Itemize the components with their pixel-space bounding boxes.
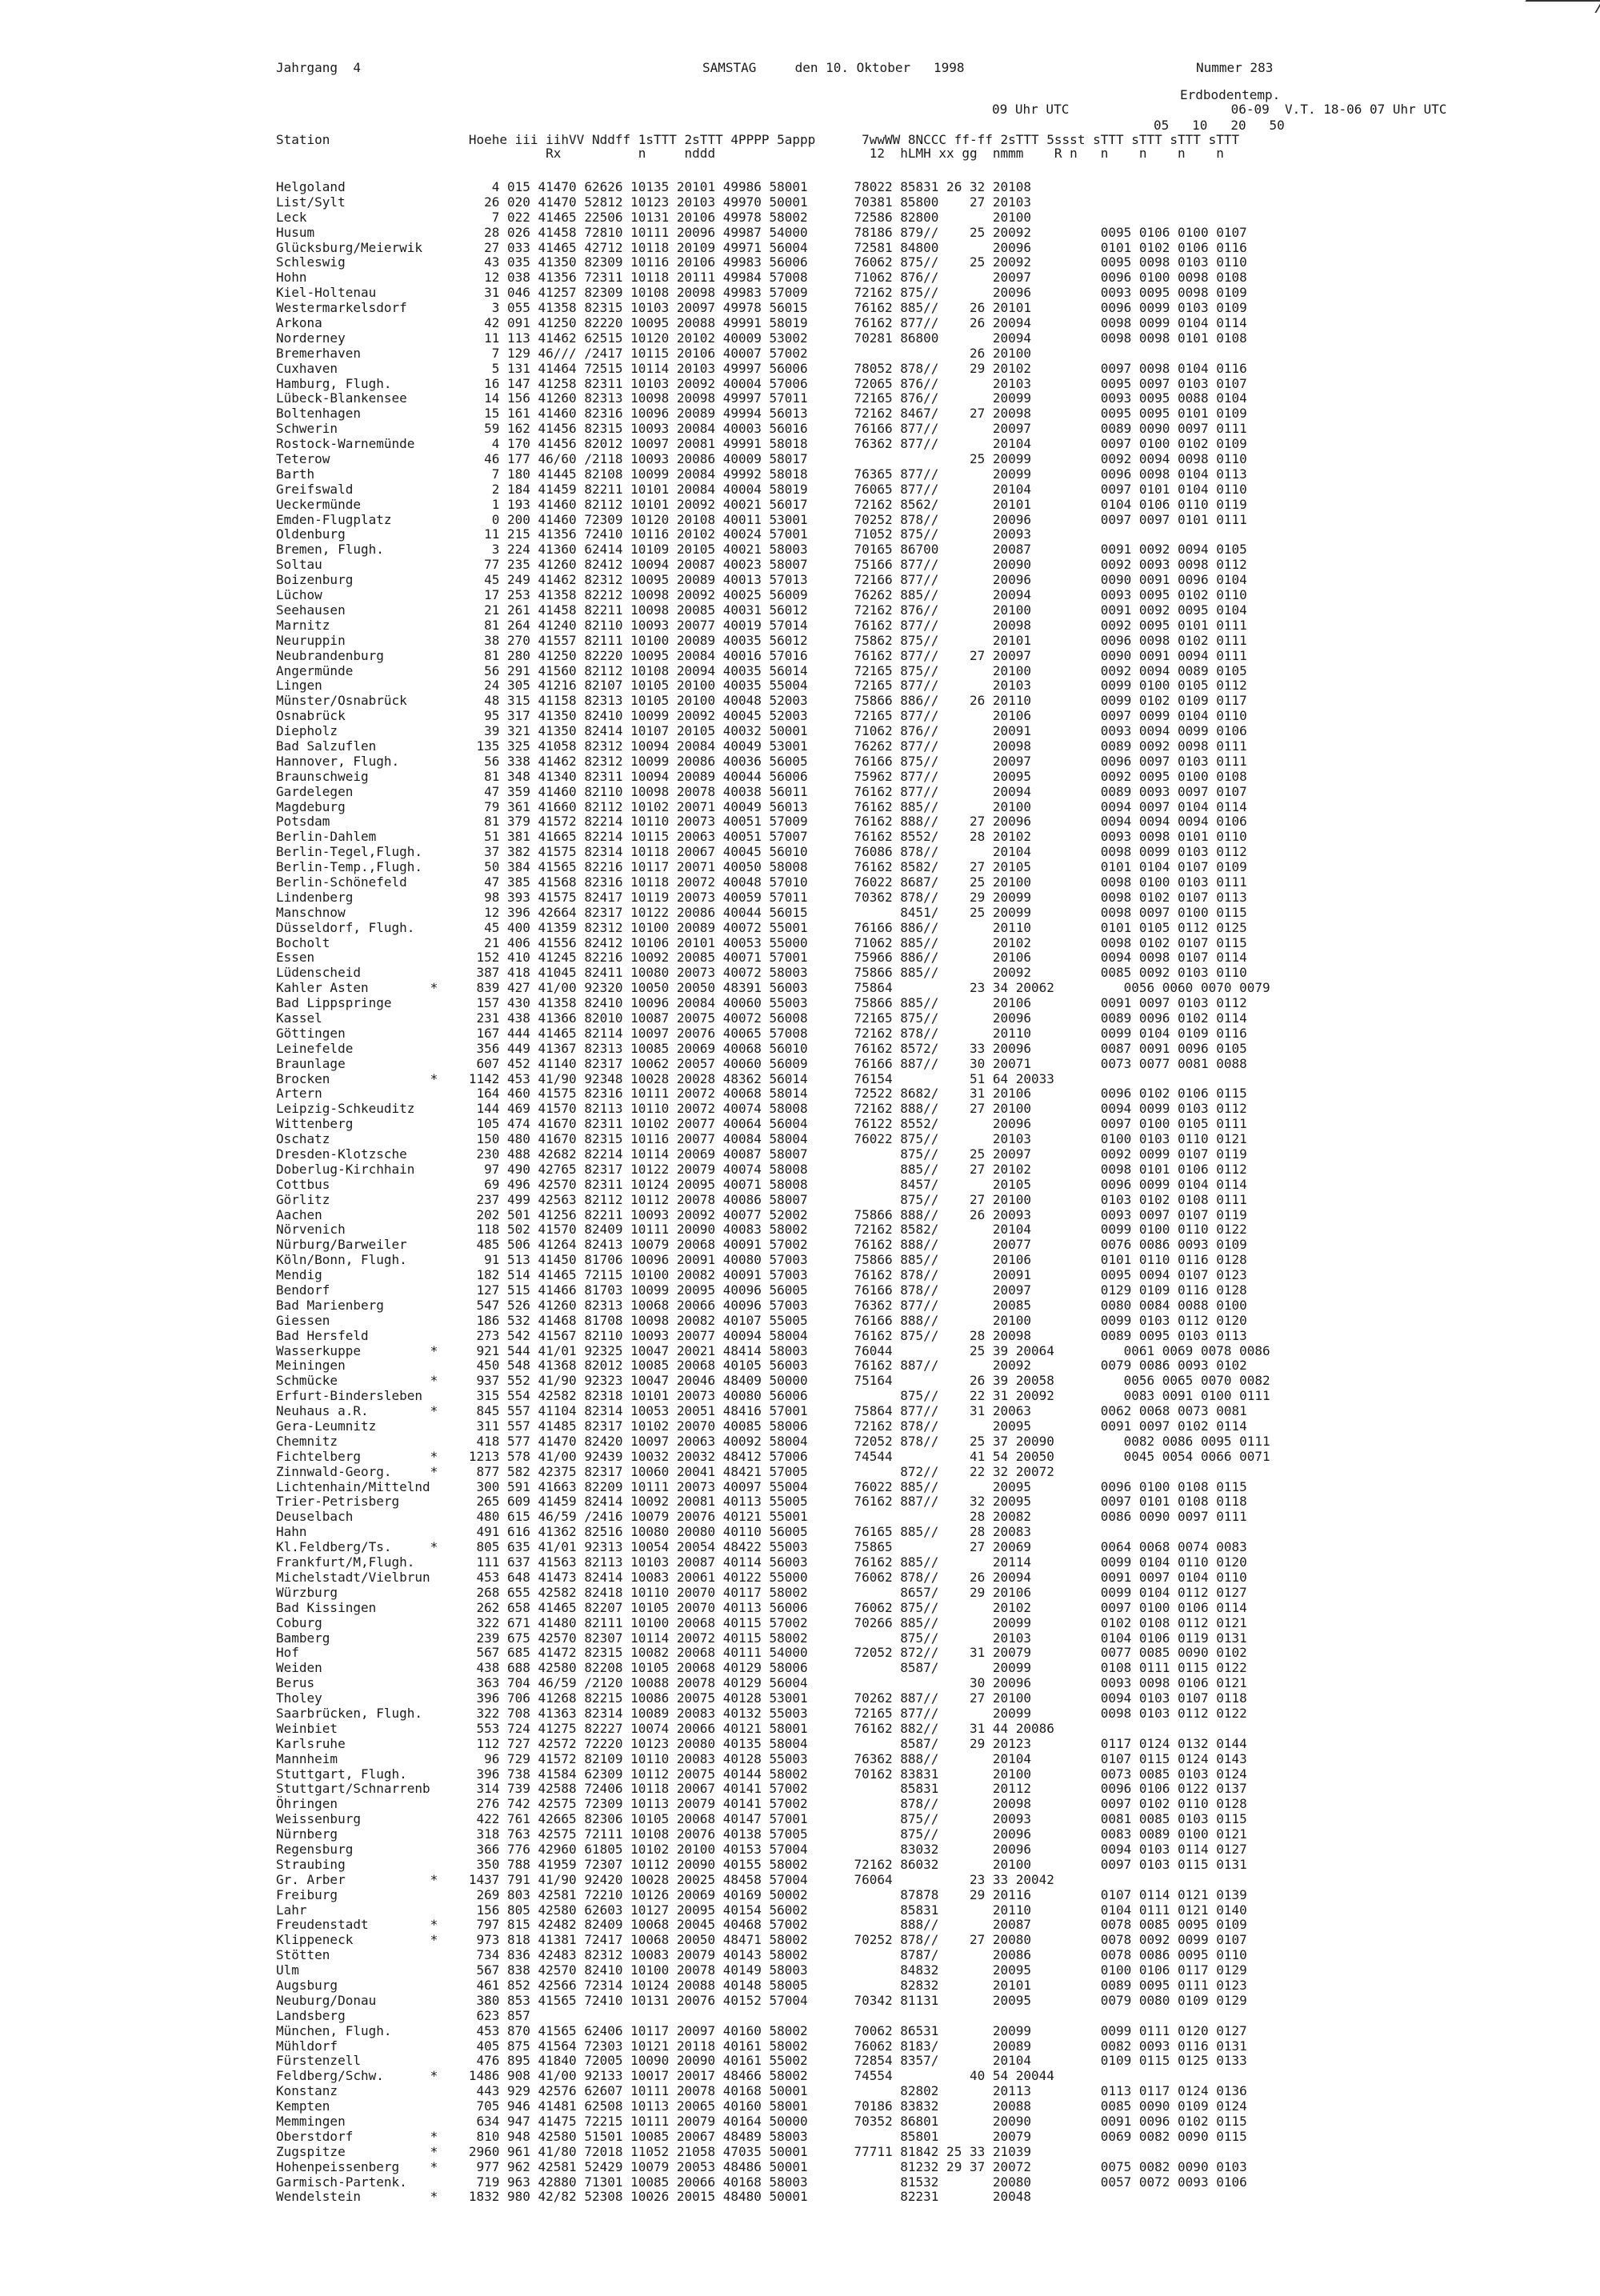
table-row: Glücksburg/Meierwik 27 033 41465 42712 10118 20109 49971 56004 72581 84800 20096 0101 0102 0106 0116 <box>276 239 1247 255</box>
soil-temp-heading: Erdbodentemp. <box>1180 87 1281 102</box>
table-row: Neuruppin 38 270 41557 82111 10100 20089 40035 56012 75862 875// 20101 0096 0098 0102 0111 <box>276 632 1247 648</box>
table-row: Lüdenscheid 387 418 41045 82411 10080 20073 40072 58003 75866 885// 20092 0085 0092 0103 0110 <box>276 965 1247 981</box>
table-row: Neuburg/Donau 380 853 41565 72410 10131 20076 40152 57004 70342 81131 20095 0079 0080 0109 0129 <box>276 1992 1247 2008</box>
table-row: Leck 7 022 41465 22506 10131 20106 49978 58002 72586 82800 20100 <box>276 209 1032 225</box>
table-row: Kl.Feldberg/Ts. * 805 635 41/01 92313 10054 20054 48422 55003 75865 27 20069 0064 0068 0074 0083 <box>276 1539 1247 1555</box>
table-row: Bremen, Flugh. 3 224 41360 62414 10109 20105 40021 58003 70165 86700 20087 0091 0092 0094 0105 <box>276 542 1247 558</box>
table-row: Artern 164 460 41575 82316 10111 20072 40068 58014 72522 8682/ 31 20106 0096 0102 0106 0115 <box>276 1086 1247 1102</box>
table-row: Diepholz 39 321 41350 82414 10107 20105 40032 50001 71062 876// 20091 0093 0094 0099 0106 <box>276 723 1247 739</box>
table-row: Lübeck-Blankensee 14 156 41260 82313 10098 20098 49997 57011 72165 876// 20099 0093 0095 0088 0104 <box>276 390 1247 406</box>
table-row: Hahn 491 616 41362 82516 10080 20080 40110 56005 76165 885// 28 20083 <box>276 1524 1032 1540</box>
table-row: Kahler Asten * 839 427 41/00 92320 10050 20050 48391 56003 75864 23 34 20062 0056 0060 0070 0079 <box>276 980 1270 996</box>
table-row: Oldenburg 11 215 41356 72410 10116 20102 40024 57001 71052 875// 20093 <box>276 526 1032 542</box>
depth-heading: 05 10 20 50 <box>1154 118 1285 133</box>
table-row: Landsberg 623 857 <box>276 2007 530 2023</box>
table-row: Cottbus 69 496 42570 82311 10124 20095 40071 58008 8457/ 20105 0096 0099 0104 0114 <box>276 1176 1247 1192</box>
table-row: Öhringen 276 742 42575 72309 10113 20079 40141 57002 878// 20098 0097 0102 0110 0128 <box>276 1796 1247 1812</box>
table-row: Kassel 231 438 41366 82010 10087 20075 40072 56008 72165 875// 20096 0089 0096 0102 0114 <box>276 1010 1247 1026</box>
table-row: Bad Kissingen 262 658 41465 82207 10105 20070 40113 56006 76062 875// 20102 0097 0100 0106 0114 <box>276 1599 1247 1615</box>
table-row: Gr. Arber * 1437 791 41/90 92420 10028 20025 48458 57004 76064 23 33 20042 <box>276 1871 1054 1887</box>
table-row: Berlin-Temp.,Flugh. 50 384 41565 82216 10117 20071 40050 58008 76162 8582/ 27 20105 0101 0104 0107 0109 <box>276 859 1247 875</box>
table-row: Kiel-Holtenau 31 046 41257 82309 10108 20098 49983 57009 72162 875// 20096 0093 0095 0098 0109 <box>276 285 1247 301</box>
table-row: Saarbrücken, Flugh. 322 708 41363 82314 10089 20083 40132 55003 72165 877// 20099 0098 0103 0112 0122 <box>276 1705 1247 1721</box>
table-row: Bamberg 239 675 42570 82307 10114 20072 40115 58002 875// 20103 0104 0106 0119 0131 <box>276 1630 1247 1646</box>
table-row: Weiden 438 688 42580 82208 10105 20068 40129 58006 8587/ 20099 0108 0111 0115 0122 <box>276 1660 1247 1676</box>
table-row: Osnabrück 95 317 41350 82410 10099 20092 40045 52003 72165 877// 20106 0097 0099 0104 0110 <box>276 708 1247 724</box>
time-heading: 09 Uhr UTC 06-09 V.T. 18-06 07 Uhr UTC <box>992 102 1447 117</box>
table-row: Braunschweig 81 348 41340 82311 10094 20089 40044 56006 75962 877// 20095 0092 0095 0100 0108 <box>276 768 1247 784</box>
table-row: Lahr 156 805 42580 62603 10127 20095 40154 56002 85831 20110 0104 0111 0121 0140 <box>276 1902 1247 1918</box>
table-row: Nörvenich 118 502 41570 82409 10111 20090 40083 58002 72162 8582/ 20104 0099 0100 0110 0122 <box>276 1222 1247 1238</box>
table-row: Leinefelde 356 449 41367 82313 10085 20069 40068 56010 76162 8572/ 33 20096 0087 0091 0096 0105 <box>276 1040 1247 1056</box>
table-row: Hof 567 685 41472 82315 10082 20068 40111 54000 72052 872// 31 20079 0077 0085 0090 0102 <box>276 1645 1247 1661</box>
table-row: Marnitz 81 264 41240 82110 10093 20077 40019 57014 76162 877// 20098 0092 0095 0101 0111 <box>276 617 1247 633</box>
page-corner-fold <box>1518 0 1600 13</box>
table-row: Greifswald 2 184 41459 82211 10101 20084 40004 58019 76065 877// 20104 0097 0101 0104 0110 <box>276 481 1247 497</box>
table-row: List/Sylt 26 020 41470 52812 10123 20103 49970 50001 70381 85800 27 20103 <box>276 194 1032 210</box>
table-row: Tholey 396 706 41268 82215 10086 20075 40128 53001 70262 887// 27 20100 0094 0103 0107 0118 <box>276 1690 1247 1706</box>
table-row: Cuxhaven 5 131 41464 72515 10114 20103 49997 56006 78052 878// 29 20102 0097 0098 0104 0116 <box>276 360 1247 376</box>
table-row: Köln/Bonn, Flugh. 91 513 41450 81706 10096 20091 40080 57003 75866 885// 20106 0101 0110 0116 0128 <box>276 1252 1247 1268</box>
table-row: Doberlug-Kirchhain 97 490 42765 82317 10122 20079 40074 58008 885// 27 20102 0098 0101 0106 0112 <box>276 1161 1247 1177</box>
table-row: Bendorf 127 515 41466 81703 10099 20095 40096 56005 76166 878// 20097 0129 0109 0116 0128 <box>276 1282 1247 1298</box>
table-row: Oschatz 150 480 41670 82315 10116 20077 40084 58004 76022 875// 20103 0100 0103 0110 0121 <box>276 1131 1247 1147</box>
table-row: Schmücke * 937 552 41/90 92323 10047 20046 48409 50000 75164 26 39 20058 0056 0065 0070 0082 <box>276 1373 1270 1389</box>
table-row: Braunlage 607 452 41140 82317 10062 20057 40060 56009 76166 887// 30 20071 0073 0077 0081 0088 <box>276 1055 1247 1071</box>
column-heading: Station Hoehe iii iihVV Nddff 1sTTT 2sTTT 4PPPP 5appp 7wwWW 8NCCC ff-ff 2sTTT 5ssst sTTT sTTT sTTT sTTT <box>276 132 1240 147</box>
table-row: Schleswig 43 035 41350 82309 10116 20106 49983 56006 76062 875// 25 20092 0095 0098 0103 0110 <box>276 254 1247 270</box>
table-row: Garmisch-Partenk. 719 963 42880 71301 10085 20066 40168 58003 81532 20080 0057 0072 0093 0106 <box>276 2174 1247 2190</box>
table-row: Berus 363 704 46/59 /2120 10088 20078 40129 56004 30 20096 0093 0098 0106 0121 <box>276 1675 1247 1691</box>
table-row: Hannover, Flugh. 56 338 41462 82312 10099 20086 40036 56005 76166 875// 20097 0096 0097 0103 0111 <box>276 753 1247 769</box>
table-row: Nürburg/Barweiler 485 506 41264 82413 10079 20068 40091 57002 76162 888// 20077 0076 0086 0093 0109 <box>276 1237 1247 1253</box>
table-row: Oberstdorf * 810 948 42580 51501 10085 20067 48489 58003 85801 20079 0069 0082 0090 0115 <box>276 2128 1247 2144</box>
table-row: Fürstenzell 476 895 41840 72005 10090 20090 40161 55002 72854 8357/ 20104 0109 0115 0125 0133 <box>276 2053 1247 2069</box>
table-row: Deuselbach 480 615 46/59 /2416 10079 20076 40121 55001 28 20082 0086 0090 0097 0111 <box>276 1509 1247 1525</box>
table-row: Husum 28 026 41458 72810 10111 20096 49987 54000 78186 879// 25 20092 0095 0106 0100 0107 <box>276 224 1247 240</box>
issue-number: Nummer 283 <box>1196 60 1274 75</box>
table-row: Trier-Petrisberg 265 609 41459 82414 10092 20081 40113 55005 76162 887// 32 20095 0097 0101 0108 0118 <box>276 1494 1247 1510</box>
table-row: Fichtelberg * 1213 578 41/00 92439 10032 20032 48412 57006 74544 41 54 20050 0045 0054 0066 0071 <box>276 1448 1270 1464</box>
table-row: Teterow 46 177 46/60 /2118 10093 20086 40009 58017 25 20099 0092 0094 0098 0110 <box>276 451 1247 467</box>
table-row: Mannheim 96 729 41572 82109 10110 20083 40128 55003 76362 888// 20104 0107 0115 0124 0143 <box>276 1750 1247 1766</box>
table-row: Weinbiet 553 724 41275 82227 10074 20066 40121 58001 76162 882// 31 44 20086 <box>276 1720 1054 1736</box>
table-row: Frankfurt/M,Flugh. 111 637 41563 82113 10103 20087 40114 56003 76162 885// 20114 0099 0104 0110 0120 <box>276 1554 1247 1570</box>
table-row: Westermarkelsdorf 3 055 41358 82315 10103 20097 49978 56015 76162 885// 26 20101 0096 0099 0103 0109 <box>276 300 1247 316</box>
table-row: Dresden-Klotzsche 230 488 42682 82214 10114 20069 40087 58007 875// 25 20097 0092 0099 0107 0119 <box>276 1146 1247 1162</box>
table-row: Straubing 350 788 41959 72307 10112 20090 40155 58002 72162 86032 20100 0097 0103 0115 0131 <box>276 1856 1247 1872</box>
table-row: Münster/Osnabrück 48 315 41158 82313 10105 20100 40048 52003 75866 886// 26 20110 0099 0102 0109 0117 <box>276 693 1247 709</box>
table-row: Emden-Flugplatz 0 200 41460 72309 10120 20108 40011 53001 70252 878// 20096 0097 0097 0101 0111 <box>276 511 1247 527</box>
table-row: Stötten 734 836 42483 82312 10083 20079 40143 58002 8787/ 20086 0078 0086 0095 0110 <box>276 1947 1247 1963</box>
table-row: Meiningen 450 548 41368 82012 10085 20068 40105 56003 76162 887// 20092 0079 0086 0093 0102 <box>276 1358 1247 1374</box>
table-row: Freiburg 269 803 42581 72210 10126 20069 40169 50002 87878 29 20116 0107 0114 0121 0139 <box>276 1886 1247 1902</box>
table-row: Manschnow 12 396 42664 82317 10122 20086 40044 56015 8451/ 25 20099 0098 0097 0100 0115 <box>276 904 1247 920</box>
table-row: Erfurt-Bindersleben 315 554 42582 82318 10101 20073 40080 56006 875// 22 31 20092 0083 0091 0100 0111 <box>276 1388 1270 1404</box>
table-row: Leipzig-Schkeuditz 144 469 41570 82113 10110 20072 40074 58008 72162 888// 27 20100 0094 0099 0103 0112 <box>276 1101 1247 1117</box>
table-row: Seehausen 21 261 41458 82211 10098 20085 40031 56012 72162 876// 20100 0091 0092 0095 0104 <box>276 602 1247 618</box>
table-row: Lichtenhain/Mittelnd 300 591 41663 82209 10111 20073 40097 55004 76022 885// 20095 0096 0100 0108 0115 <box>276 1478 1247 1494</box>
table-row: Bocholt 21 406 41556 82412 10106 20101 40053 55000 71062 885// 20102 0098 0102 0107 0115 <box>276 934 1247 950</box>
table-row: Gardelegen 47 359 41460 82110 10098 20078 40038 56011 76162 877// 20094 0089 0093 0097 0107 <box>276 783 1247 799</box>
table-row: Angermünde 56 291 41560 82112 10108 20094 40035 56014 72165 875// 20100 0092 0094 0089 0105 <box>276 662 1247 678</box>
table-row: Lingen 24 305 41216 82107 10105 20100 40035 55004 72165 877// 20103 0099 0100 0105 0112 <box>276 678 1247 694</box>
table-row: Coburg 322 671 41480 82111 10100 20068 40115 57002 70266 885// 20099 0102 0108 0112 0121 <box>276 1614 1247 1630</box>
table-row: Zugspitze * 2960 961 41/80 72018 11052 21058 47035 50001 77711 81842 25 33 21039 <box>276 2143 1032 2159</box>
table-row: Lüchow 17 253 41358 82212 10098 20092 40025 56009 76262 885// 20094 0093 0095 0102 0110 <box>276 587 1247 603</box>
table-row: Berlin-Schönefeld 47 385 41568 82316 10118 20072 40048 57010 76022 8687/ 25 20100 0098 0100 0103 0111 <box>276 874 1247 890</box>
table-row: Nürnberg 318 763 42575 72111 10108 20076 40138 57005 875// 20096 0083 0089 0100 0121 <box>276 1826 1247 1842</box>
table-row: Ueckermünde 1 193 41460 82112 10101 20092 40021 56017 72162 8562/ 20101 0104 0106 0110 0119 <box>276 496 1247 512</box>
table-row: Augsburg 461 852 42566 72314 10124 20088 40148 58005 82832 20101 0089 0095 0111 0123 <box>276 1977 1247 1993</box>
table-row: Essen 152 410 41245 82216 10092 20085 40071 57001 75966 886// 20106 0094 0098 0107 0114 <box>276 950 1247 966</box>
table-row: Göttingen 167 444 41465 82114 10097 20076 40065 57008 72162 878// 20110 0099 0104 0109 0116 <box>276 1025 1247 1041</box>
table-row: Stuttgart, Flugh. 396 738 41584 62309 10112 20075 40144 58002 70162 83831 20100 0073 0085 0103 0124 <box>276 1766 1247 1782</box>
table-row: Michelstadt/Vielbrun 453 648 41473 82414 10083 20061 40122 55000 76062 878// 26 20094 0091 0097 0104 0110 <box>276 1569 1247 1585</box>
table-row: Klippeneck * 973 818 41381 72417 10068 20050 48471 58002 70252 878// 27 20080 0078 0092 0099 0107 <box>276 1932 1247 1948</box>
table-row: Helgoland 4 015 41470 62626 10135 20101 49986 58001 78022 85831 26 32 20108 <box>276 179 1032 194</box>
table-row: Mendig 182 514 41465 72115 10100 20082 40091 57003 76162 878// 20091 0095 0094 0107 0123 <box>276 1267 1247 1283</box>
table-row: Würzburg 268 655 42582 82418 10110 20070 40117 58002 8657/ 29 20106 0099 0104 0112 0127 <box>276 1584 1247 1600</box>
table-row: Feldberg/Schw. * 1486 908 41/00 92133 10017 20017 48466 58002 74554 40 54 20044 <box>276 2068 1054 2084</box>
table-row: Karlsruhe 112 727 42572 72220 10123 20080 40135 58004 8587/ 29 20123 0117 0124 0132 0144 <box>276 1735 1247 1751</box>
table-row: Boizenburg 45 249 41462 82312 10095 20089 40013 57013 72166 877// 20096 0090 0091 0096 0104 <box>276 572 1247 588</box>
table-row: Bad Lippspringe 157 430 41358 82410 10096 20084 40060 55003 75866 885// 20106 0091 0097 0103 0112 <box>276 995 1247 1011</box>
table-row: Bad Salzuflen 135 325 41058 82312 10094 20084 40049 53001 76262 877// 20098 0089 0092 0098 0111 <box>276 738 1247 754</box>
table-row: Potsdam 81 379 41572 82214 10110 20073 40051 57009 76162 888// 27 20096 0094 0094 0094 0106 <box>276 814 1247 830</box>
table-row: Magdeburg 79 361 41660 82112 10102 20071 40049 56013 76162 885// 20100 0094 0097 0104 0114 <box>276 798 1247 814</box>
table-row: Giessen 186 532 41468 81708 10098 20082 40107 55005 76166 888// 20100 0099 0103 0112 0120 <box>276 1312 1247 1328</box>
table-row: Hohenpeissenberg * 977 962 42581 52429 10079 20053 48486 50001 81232 29 37 20072 0075 0082 0090 0103 <box>276 2158 1247 2174</box>
table-row: München, Flugh. 453 870 41565 62406 10117 20097 40160 58002 70062 86531 20099 0099 0111 0120 0127 <box>276 2022 1247 2038</box>
table-row: Bremerhaven 7 129 46/// /2417 10115 20106 40007 57002 26 20100 <box>276 345 1032 361</box>
table-row: Konstanz 443 929 42576 62607 10111 20078 40168 50001 82802 20113 0113 0117 0124 0136 <box>276 2083 1247 2099</box>
table-row: Rostock-Warnemünde 4 170 41456 82012 10097 20081 49991 58018 76362 877// 20104 0097 0100 0102 0109 <box>276 436 1247 452</box>
table-row: Hamburg, Flugh. 16 147 41258 82311 10103 20092 40004 57006 72065 876// 20103 0095 0097 0103 0107 <box>276 375 1247 391</box>
table-row: Mühldorf 405 875 41564 72303 10121 20118 40161 58002 76062 8183/ 20089 0082 0093 0116 0131 <box>276 2038 1247 2054</box>
table-row: Ulm 567 838 42570 82410 10100 20078 40149 58003 84832 20095 0100 0106 0117 0129 <box>276 1962 1247 1978</box>
table-row: Barth 7 180 41445 82108 10099 20084 49992 58018 76365 877// 20099 0096 0098 0104 0113 <box>276 466 1247 482</box>
table-row: Norderney 11 113 41462 62515 10120 20102 40009 53002 70281 86800 20094 0098 0098 0101 0108 <box>276 330 1247 346</box>
station-table <box>276 180 1270 2205</box>
jahrgang: Jahrgang 4 <box>276 60 361 75</box>
table-row: Chemnitz 418 577 41470 82420 10097 20063 40092 58004 72052 878// 25 37 20090 0082 0086 0095 0111 <box>276 1433 1270 1449</box>
table-row: Wittenberg 105 474 41670 82311 10102 20077 40064 56004 76122 8552/ 20096 0097 0100 0105 0111 <box>276 1116 1247 1132</box>
table-row: Bad Marienberg 547 526 41260 82313 10068 20066 40096 57003 76362 877// 20085 0080 0084 0088 0100 <box>276 1297 1247 1313</box>
table-row: Stuttgart/Schnarrenb 314 739 42588 72406 10118 20067 40141 57002 85831 20112 0096 0106 0122 0137 <box>276 1781 1247 1797</box>
table-row: Wendelstein * 1832 980 42/82 52308 10026 20015 48480 50001 82231 20048 <box>276 2189 1032 2205</box>
table-row: Brocken * 1142 453 41/90 92348 10028 20028 48362 56014 76154 51 64 20033 <box>276 1070 1054 1086</box>
table-row: Wasserkuppe * 921 544 41/01 92325 10047 20021 48414 58003 76044 25 39 20064 0061 0069 0078 0086 <box>276 1342 1270 1358</box>
table-row: Regensburg 366 776 42960 61805 10102 20100 40153 57004 83032 20096 0094 0103 0114 0127 <box>276 1841 1247 1857</box>
table-row: Weissenburg 422 761 42665 82306 10105 20068 40147 57001 875// 20093 0081 0085 0103 0115 <box>276 1811 1247 1827</box>
table-row: Soltau 77 235 41260 82412 10094 20087 40023 58007 75166 877// 20090 0092 0093 0098 0112 <box>276 557 1247 573</box>
table-row: Boltenhagen 15 161 41460 82316 10096 20089 49994 56013 72162 8467/ 27 20098 0095 0095 0101 0109 <box>276 406 1247 422</box>
table-row: Memmingen 634 947 41475 72215 10111 20079 40164 50000 70352 86801 20090 0091 0096 0102 0115 <box>276 2114 1247 2129</box>
table-row: Gera-Leumnitz 311 557 41485 82317 10102 20070 40085 58006 72162 878// 20095 0091 0097 0102 0114 <box>276 1418 1247 1434</box>
table-row: Neubrandenburg 81 280 41250 82220 10095 20084 40016 57016 76162 877// 27 20097 0090 0091 0094 0111 <box>276 647 1247 663</box>
table-row: Lindenberg 98 393 41575 82417 10119 20073 40059 57011 70362 878// 29 20099 0098 0102 0107 0113 <box>276 889 1247 905</box>
table-row: Düsseldorf, Flugh. 45 400 41359 82312 10100 20089 40072 55001 76166 886// 20110 0101 0105 0112 0125 <box>276 919 1247 935</box>
table-row: Arkona 42 091 41250 82220 10095 20088 49991 58019 76162 877// 26 20094 0098 0099 0104 0114 <box>276 315 1247 331</box>
table-row: Berlin-Tegel,Flugh. 37 382 41575 82314 10118 20067 40045 56010 76086 878// 20104 0098 0099 0103 0112 <box>276 844 1247 860</box>
table-row: Freudenstadt * 797 815 42482 82409 10068 20045 40468 57002 888// 20087 0078 0085 0095 0109 <box>276 1917 1247 1933</box>
table-row: Kempten 705 946 41481 62508 10113 20065 40160 58001 70186 83832 20088 0085 0090 0109 0124 <box>276 2098 1247 2114</box>
table-row: Bad Hersfeld 273 542 41567 82110 10093 20077 40094 58004 76162 875// 28 20098 0089 0095 0103 0113 <box>276 1327 1247 1343</box>
table-row: Schwerin 59 162 41456 82315 10093 20084 40003 56016 76166 877// 20097 0089 0090 0097 0111 <box>276 421 1247 437</box>
table-row: Berlin-Dahlem 51 381 41665 82214 10115 20063 40051 57007 76162 8552/ 28 20102 0093 0098 0101 0110 <box>276 829 1247 845</box>
table-row: Hohn 12 038 41356 72311 10118 20111 49984 57008 71062 876// 20097 0096 0100 0098 0108 <box>276 270 1247 286</box>
column-subheading: Rx n nddd 12 hLMH xx gg nmmm R n n n n n <box>276 146 1224 161</box>
table-row: Görlitz 237 499 42563 82112 10112 20078 40086 58007 875// 27 20100 0103 0102 0108 0111 <box>276 1191 1247 1207</box>
table-row: Zinnwald-Georg. * 877 582 42375 82317 10060 20041 48421 57005 872// 22 32 20072 <box>276 1463 1054 1479</box>
date-line: SAMSTAG den 10. Oktober 1998 <box>702 60 965 75</box>
table-row: Aachen 202 501 41256 82211 10093 20092 40077 52002 75866 888// 26 20093 0093 0097 0107 0119 <box>276 1206 1247 1222</box>
table-row: Neuhaus a.R. * 845 557 41104 82314 10053 20051 48416 57001 75864 877// 31 20063 0062 0068 0073 0081 <box>276 1403 1247 1419</box>
